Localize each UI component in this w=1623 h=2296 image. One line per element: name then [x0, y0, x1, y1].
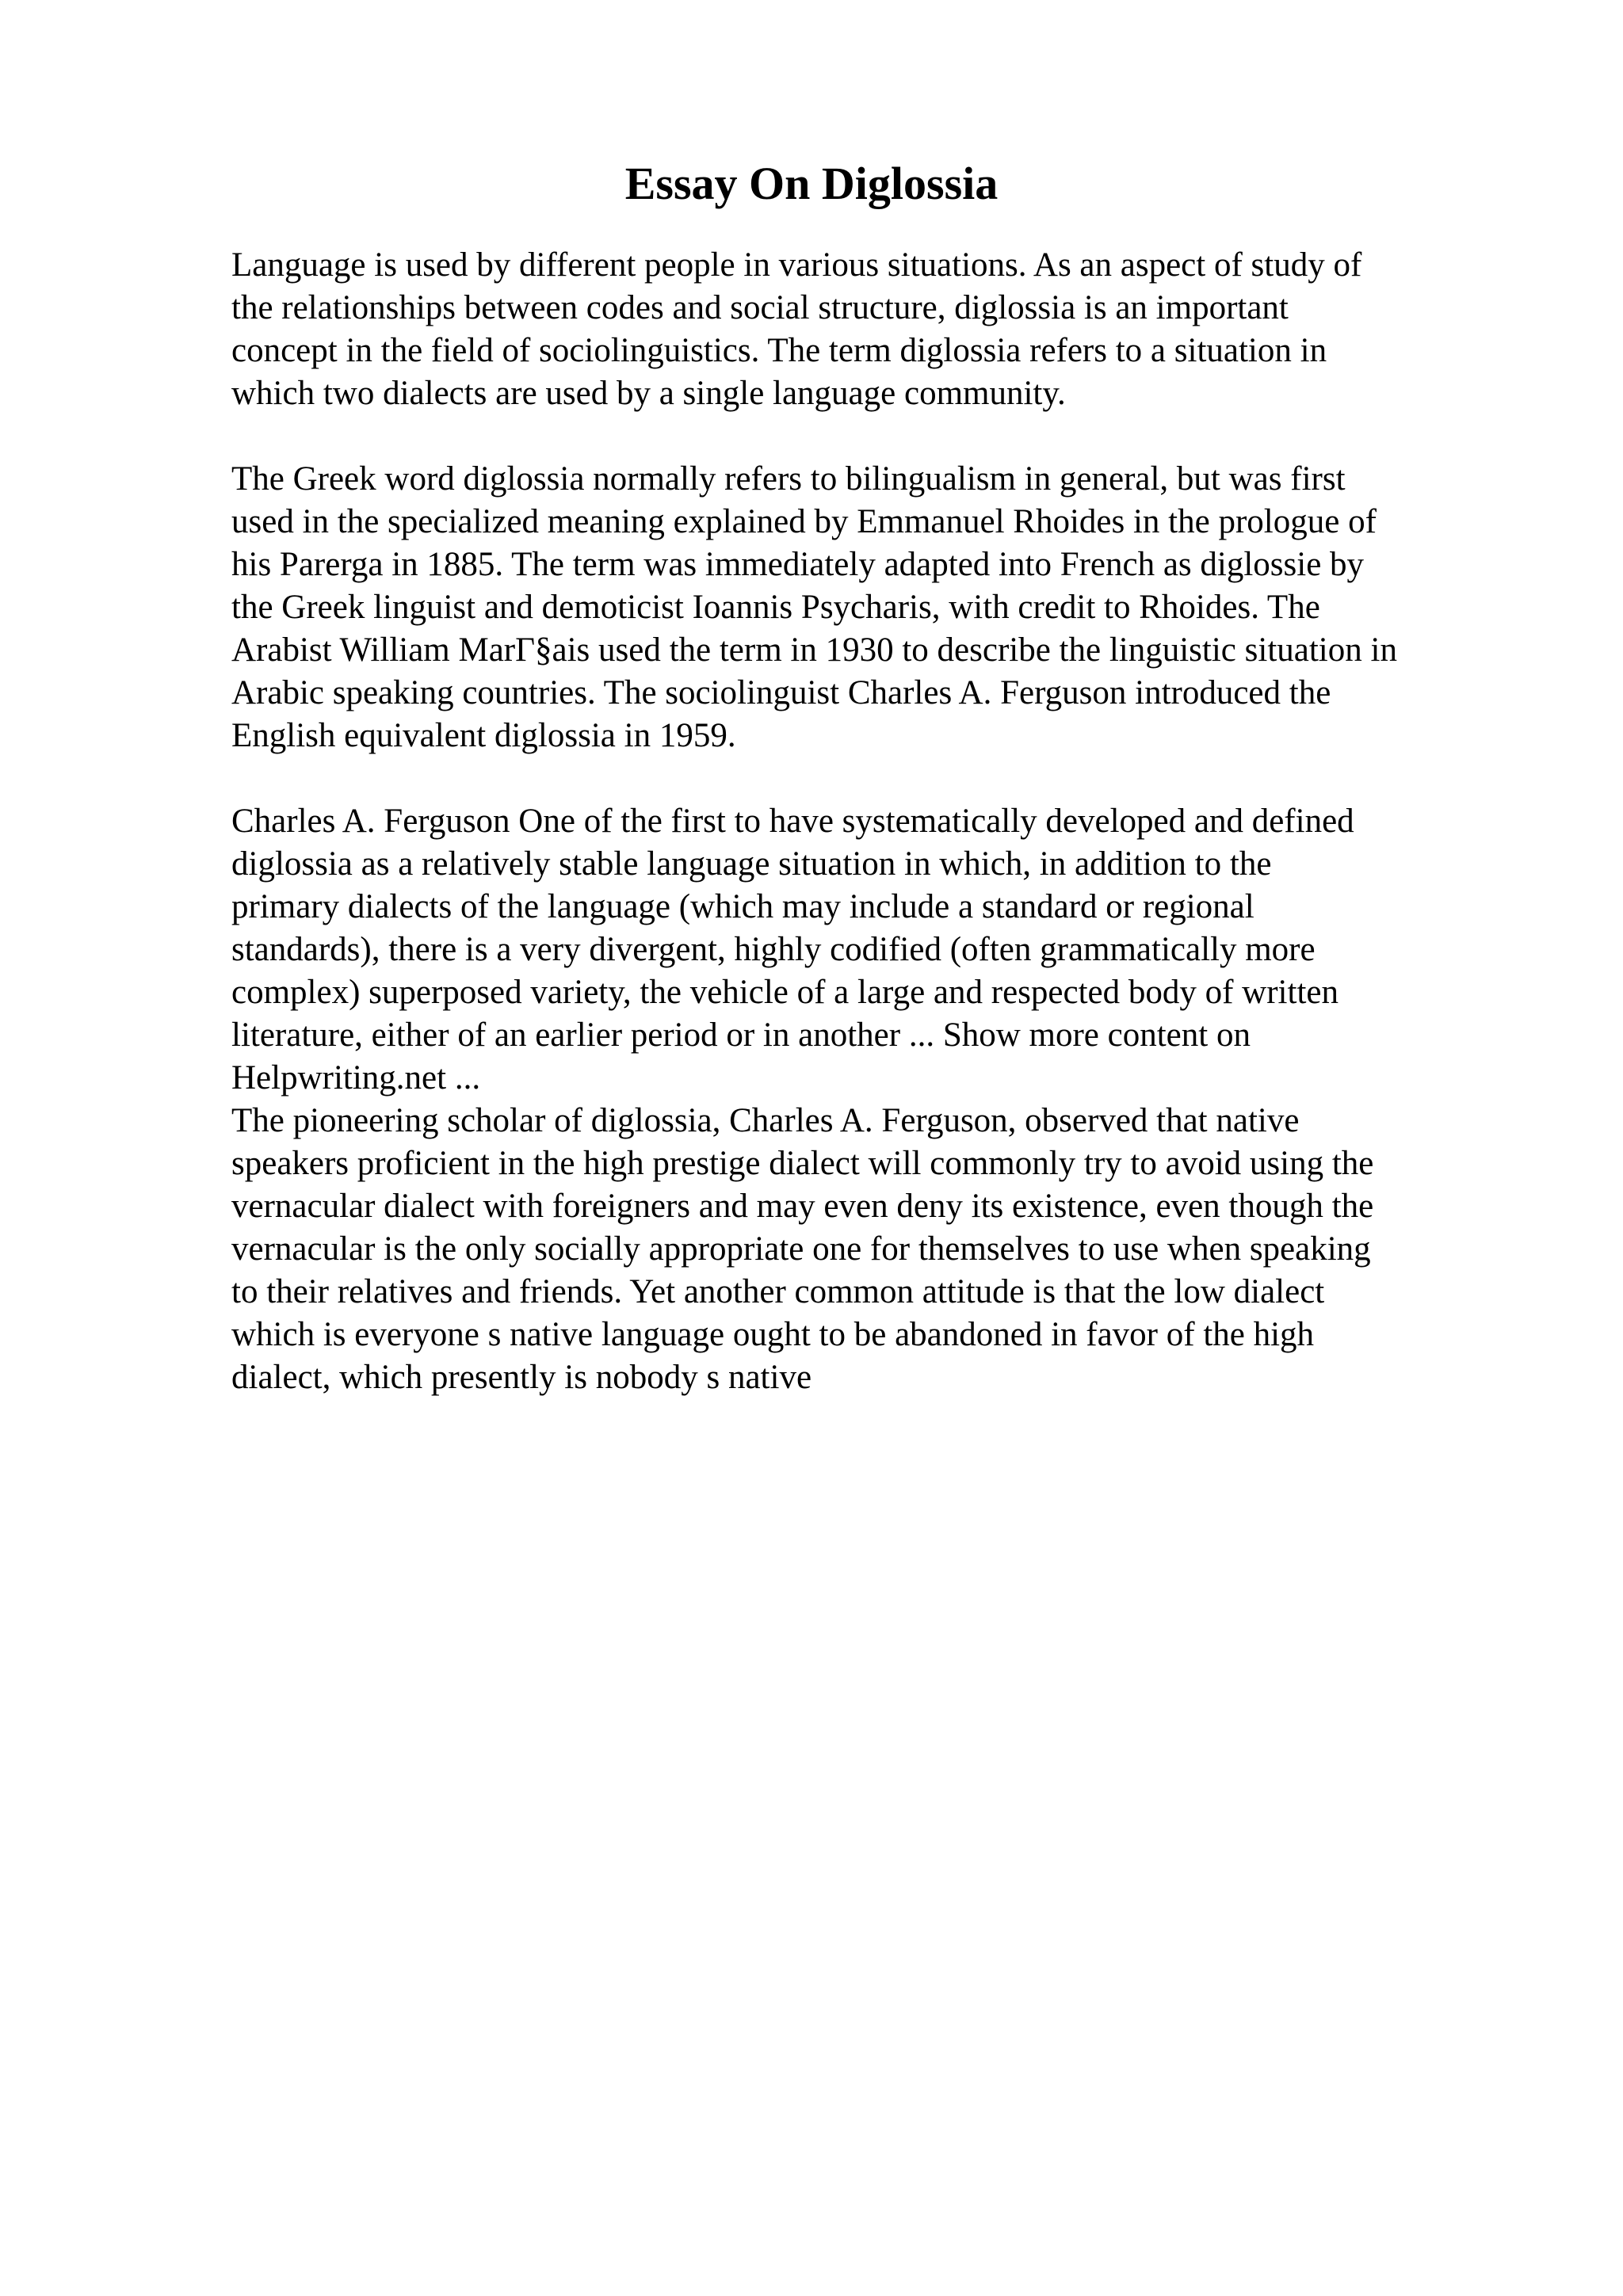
text-line: Charles A. Ferguson One of the first to have systematically developed and defined [231, 803, 1354, 840]
text-line: primary dialects of the language (which may include a standard or regional [231, 888, 1254, 925]
text-line: speakers proficient in the high prestige dialect will commonly try to avoid using the [231, 1145, 1374, 1182]
text-line: standards), there is a very divergent, highly codified (often grammatically more [231, 931, 1316, 968]
paragraph-ferguson-definition [231, 800, 1515, 1100]
document-body [231, 244, 1515, 1399]
text-line: Arabic speaking countries. The sociolinguist Charles A. Ferguson introduced the [231, 674, 1331, 711]
text-line: used in the specialized meaning explained by Emmanuel Rhoides in the prologue of [231, 503, 1377, 540]
text-line: to their relatives and friends. Yet another common attitude is that the low dialect [231, 1273, 1325, 1310]
text-line: dialect, which presently is nobody s native [231, 1359, 812, 1396]
text-line: literature, either of an earlier period or in another ... Show more content on [231, 1016, 1251, 1054]
document-title: Essay On Diglossia [624, 158, 999, 209]
text-line: complex) superposed variety, the vehicle of a large and respected body of written [231, 974, 1338, 1011]
text-line: English equivalent diglossia in 1959. [231, 717, 736, 754]
text-line: Arabist William MarΓ§ais used the term in 1930 to describe the linguistic situation in [231, 631, 1397, 669]
text-line: vernacular dialect with foreigners and may even deny its existence, even though the [231, 1188, 1374, 1225]
paragraph-ferguson-observation [231, 1100, 1515, 1399]
paragraph-intro [231, 244, 1515, 415]
text-line: his Parerga in 1885. The term was immediately adapted into French as diglossie by [231, 546, 1365, 583]
paragraph-spacer [231, 757, 1515, 800]
text-line: Helpwriting.net ... [231, 1059, 481, 1097]
text-line: the Greek linguist and demoticist Ioannis Psycharis, with credit to Rhoides. The [231, 589, 1320, 626]
text-line: which two dialects are used by a single language community. [231, 375, 1066, 412]
text-line: which is everyone s native language ought to be abandoned in favor of the high [231, 1316, 1315, 1353]
paragraph-history [231, 458, 1515, 757]
text-line: The Greek word diglossia normally refers to bilingualism in general, but was first [231, 460, 1346, 498]
text-line: vernacular is the only socially appropriate one for themselves to use when speaking [231, 1230, 1371, 1268]
text-line: diglossia as a relatively stable language situation in which, in addition to the [231, 845, 1272, 883]
text-line: Language is used by different people in various situations. As an aspect of study of [231, 246, 1362, 284]
text-line: The pioneering scholar of diglossia, Charles A. Ferguson, observed that native [231, 1102, 1300, 1139]
text-line: concept in the field of sociolinguistics. The term diglossia refers to a situation in [231, 332, 1327, 369]
paragraph-spacer [231, 415, 1515, 458]
text-line: the relationships between codes and social structure, diglossia is an important [231, 289, 1289, 326]
